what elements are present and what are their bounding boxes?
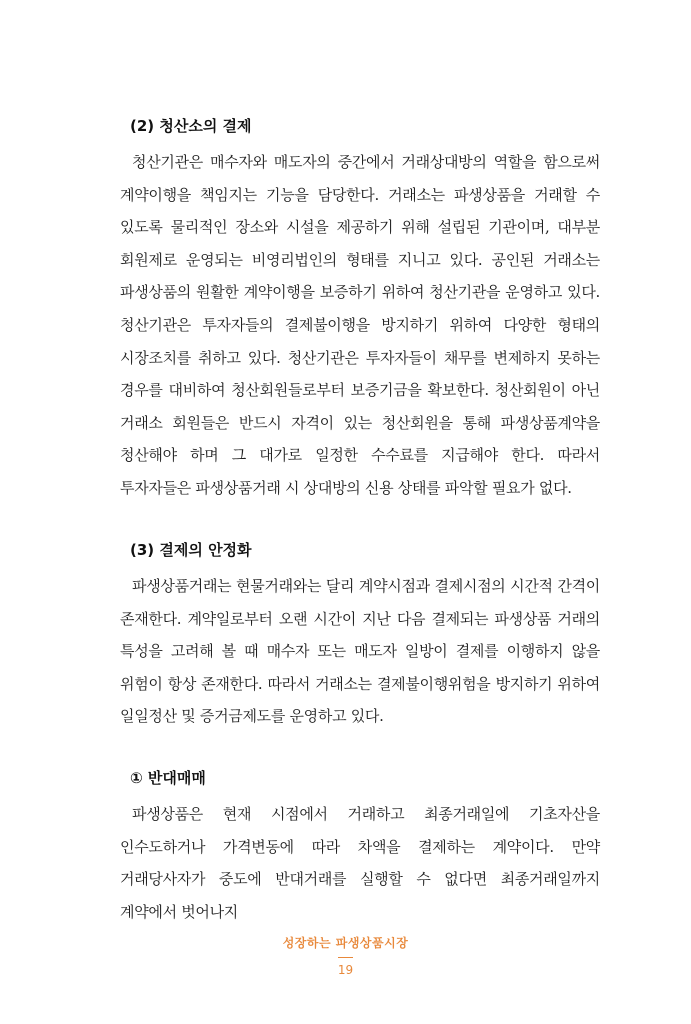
footer-divider: [338, 957, 353, 958]
section-offsetting-trade: [120, 768, 600, 928]
paragraph-text: 파생상품은 현재 시점에서 거래하고 최종거래일에 기초자산을 인수도하거나 가격변동에 따라 차액을 결제하는 계약이다. 만약 거래당사자가 중도에 반대거래를 실행할 수 없다면 최종거래일까지 계약에서 벗어나지: [120, 805, 600, 921]
section-paragraph: [120, 798, 600, 928]
section-paragraph: [120, 146, 600, 505]
section-heading: (3) 결제의 안정화: [130, 541, 252, 559]
section-clearing-house: [120, 116, 600, 505]
paragraph-text: 파생상품거래는 현물거래와는 달리 계약시점과 결제시점의 시간적 간격이 존재한다. 계약일로부터 오랜 시간이 지난 다음 결제되는 파생상품 거래의 특성을 고려해 볼 때 매수자 또는 매도자 일방이 결제를 이행하지 않을 위험이 항상 존재한다. 따라서 거래소는 결제불이행위험을 방지하기 위하여 일일정산 및 증거금제도를 운영하고 있다.: [120, 577, 600, 726]
section-paragraph: [120, 570, 600, 733]
page-number: 19: [337, 963, 354, 977]
section-heading: (2) 청산소의 결제: [130, 117, 252, 135]
section-heading: ① 반대매매: [130, 769, 206, 787]
section-settlement-stability: [120, 540, 600, 733]
footer-book-title: 성장하는 파생상품시장: [282, 936, 409, 950]
paragraph-text: 청산기관은 매수자와 매도자의 중간에서 거래상대방의 역할을 함으로써 계약이행을 책임지는 기능을 담당한다. 거래소는 파생상품을 거래할 수 있도록 물리적인 장소와 시설을 제공하기 위해 설립된 기관이며, 대부분 회원제로 운영되는 비영리법인의 형태를 지니고 있다. 공인된 거래소는 파생상품의 원활한 계약이행을 보증하기 위하여 청산기관을 운영하고 있다. 청산기관은 투자자들의 결제불이행을 방지하기 위하여 다양한 형태의 시장조치를 취하고 있다. 청산기관은 투자자들이 채무를 변제하지 못하는 경우를 대비하여 청산회원들로부터 보증기금을 확보한다. 청산회원이 아닌 거래소 회원들은 반드시 자격이 있는 청산회원을 통해 파생상품계약을 청산해야 하며 그 대가로 일정한 수수료를 지급해야 한다. 따라서 투자자들은 파생상품거래 시 상대방의 신용 상태를 파악할 필요가 없다.: [120, 153, 600, 497]
